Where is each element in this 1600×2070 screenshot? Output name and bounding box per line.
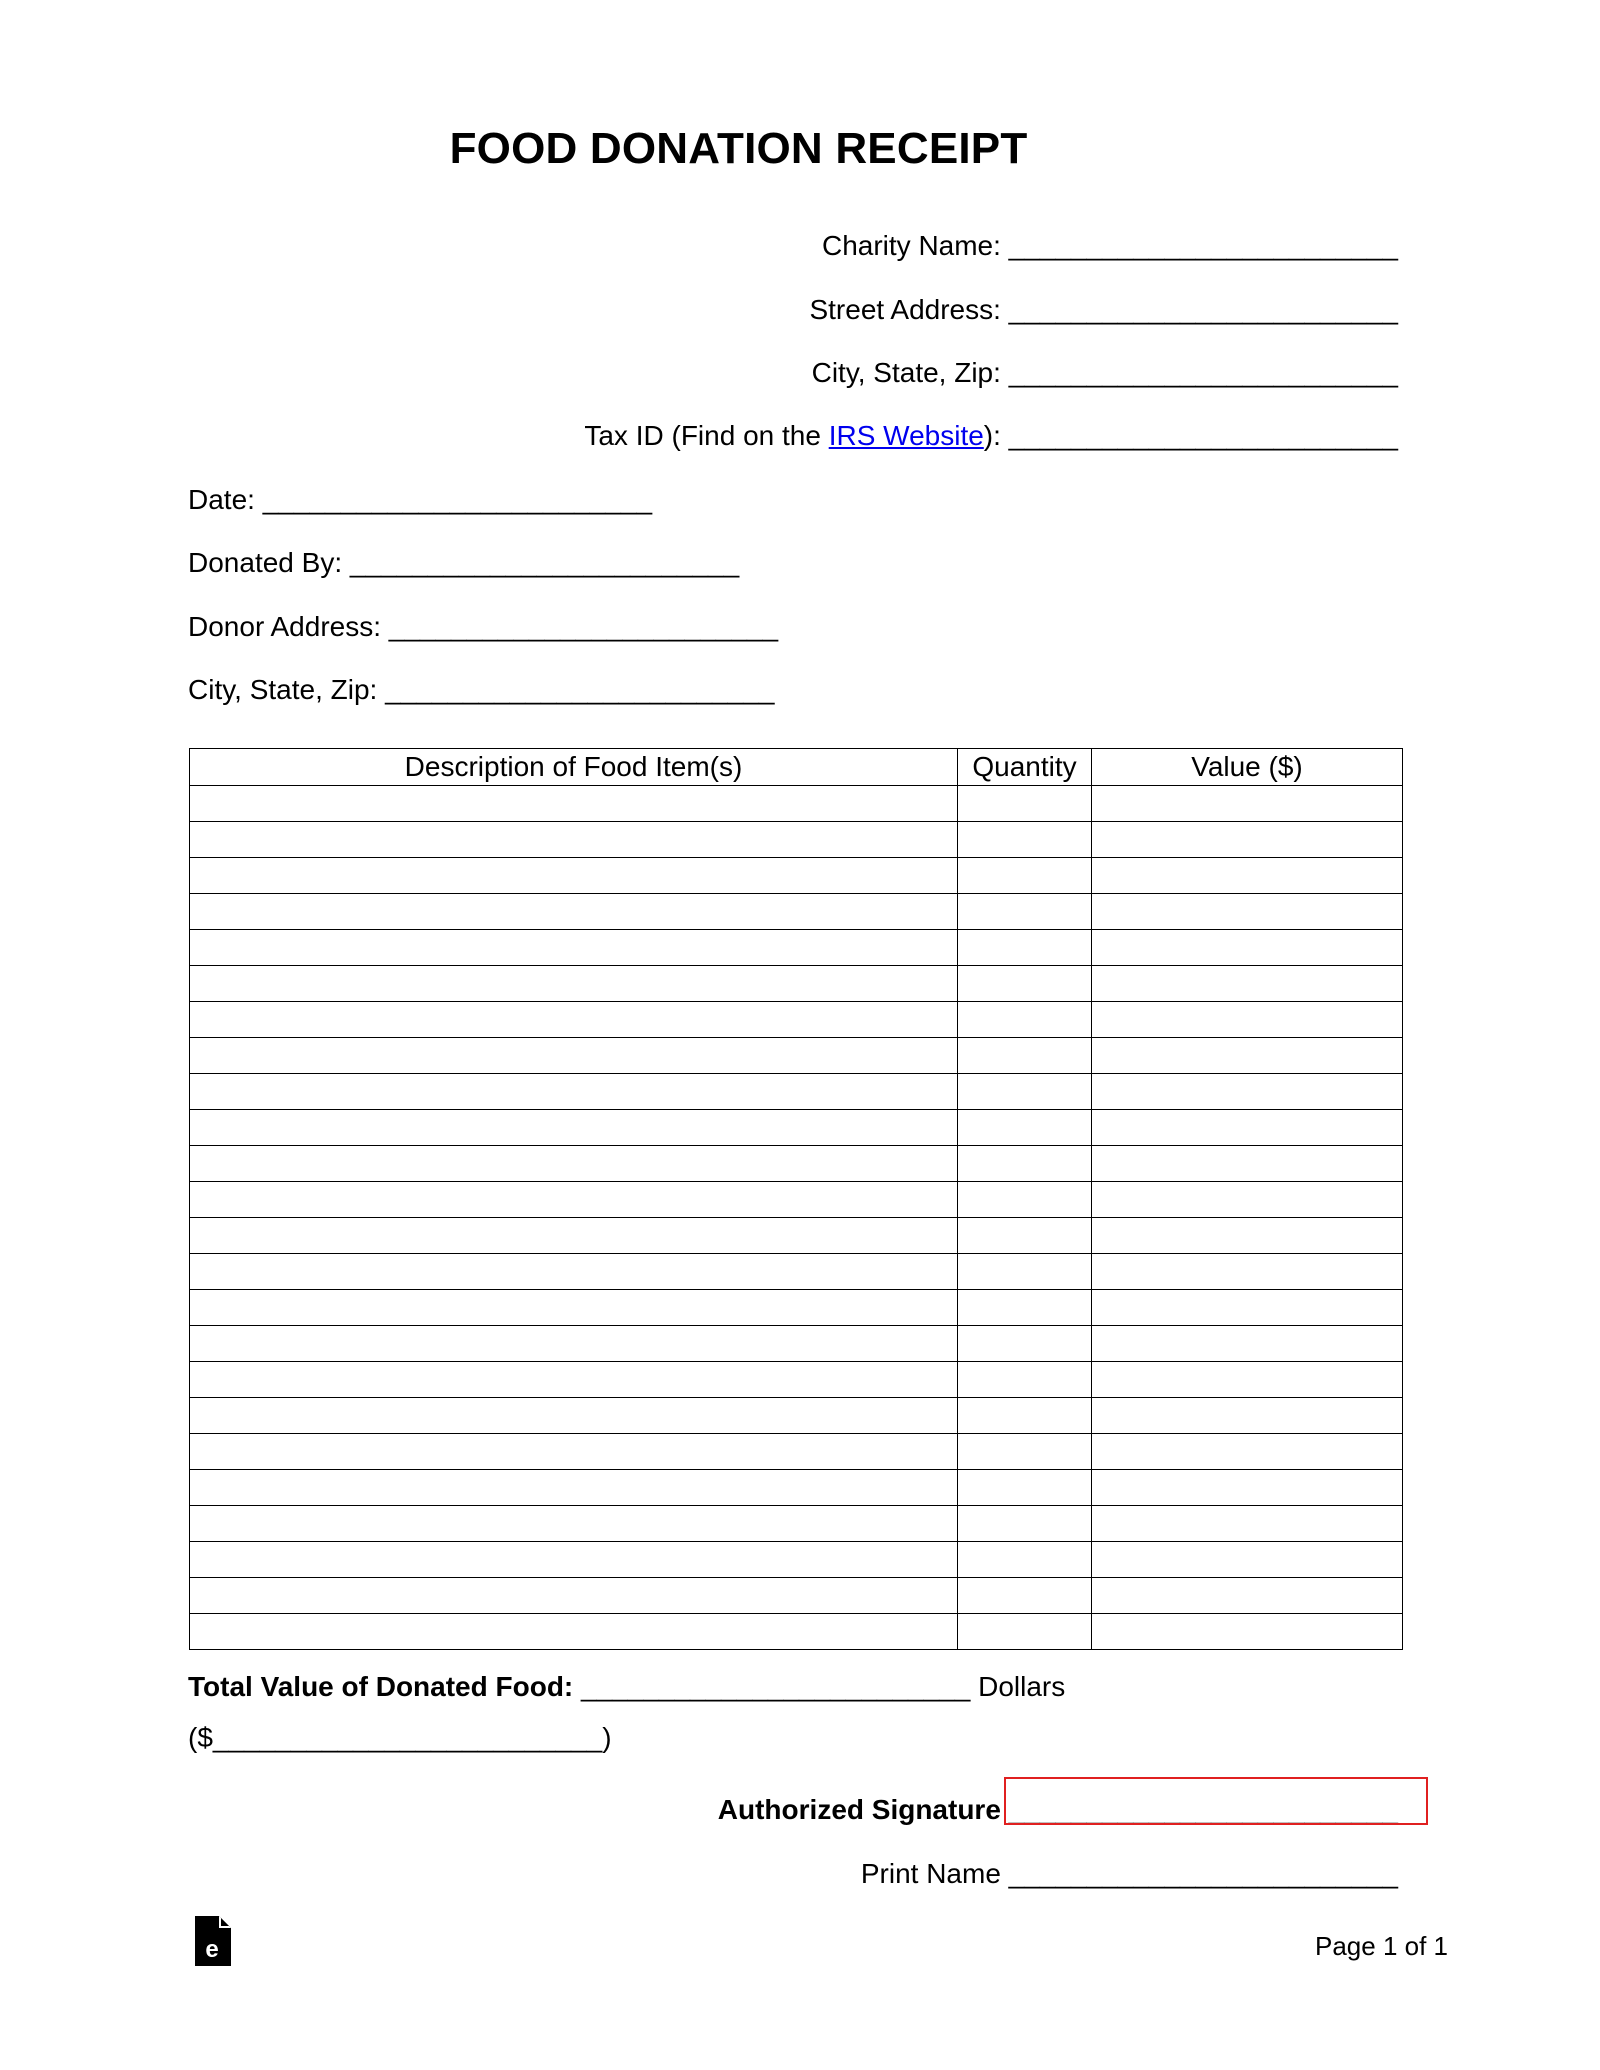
quantity-cell[interactable]	[958, 1110, 1092, 1146]
quantity-cell[interactable]	[958, 966, 1092, 1002]
table-row	[190, 1218, 1403, 1254]
table-header-row	[190, 749, 1403, 786]
description-cell[interactable]	[190, 1074, 958, 1110]
quantity-cell[interactable]	[958, 786, 1092, 822]
description-cell[interactable]	[190, 1218, 958, 1254]
description-cell[interactable]	[190, 1002, 958, 1038]
donated-by-field[interactable]: Donated By: _________________________	[188, 547, 740, 578]
quantity-cell[interactable]	[958, 1470, 1092, 1506]
description-cell[interactable]	[190, 1434, 958, 1470]
table-row	[190, 1110, 1403, 1146]
table-row	[190, 1038, 1403, 1074]
quantity-cell[interactable]	[958, 1074, 1092, 1110]
table-row	[190, 1254, 1403, 1290]
description-cell[interactable]	[190, 1362, 958, 1398]
table-row	[190, 1362, 1403, 1398]
quantity-cell[interactable]	[958, 858, 1092, 894]
quantity-cell[interactable]	[958, 1038, 1092, 1074]
description-cell[interactable]	[190, 1470, 958, 1506]
value-cell[interactable]	[1092, 1506, 1403, 1542]
quantity-cell[interactable]	[958, 1182, 1092, 1218]
table-row	[190, 822, 1403, 858]
tax-id-suffix: ): _________________________	[983, 420, 1398, 451]
table-row	[190, 930, 1403, 966]
authorized-signature-label: Authorized Signature	[717, 1794, 1001, 1825]
value-header: Value ($)	[1092, 749, 1403, 786]
description-cell[interactable]	[190, 1398, 958, 1434]
charity-name-field[interactable]: Charity Name: _________________________	[821, 230, 1398, 261]
quantity-cell[interactable]	[958, 822, 1092, 858]
print-name-field[interactable]: Print Name _________________________	[860, 1858, 1398, 1889]
description-cell[interactable]	[190, 822, 958, 858]
document-title: FOOD DONATION RECEIPT	[449, 124, 1028, 173]
value-cell[interactable]	[1092, 1542, 1403, 1578]
table-row	[190, 1470, 1403, 1506]
value-cell[interactable]	[1092, 966, 1403, 1002]
table-row	[190, 894, 1403, 930]
table-row	[190, 1146, 1403, 1182]
value-cell[interactable]	[1092, 1110, 1403, 1146]
quantity-cell[interactable]	[958, 1434, 1092, 1470]
value-cell[interactable]	[1092, 1218, 1403, 1254]
date-field[interactable]: Date: _________________________	[188, 484, 653, 515]
value-cell[interactable]	[1092, 1038, 1403, 1074]
value-cell[interactable]	[1092, 1614, 1403, 1650]
quantity-cell[interactable]	[958, 894, 1092, 930]
quantity-cell[interactable]	[958, 1362, 1092, 1398]
signature-highlight-box[interactable]	[1004, 1777, 1428, 1825]
value-cell[interactable]	[1092, 822, 1403, 858]
description-cell[interactable]	[190, 858, 958, 894]
value-cell[interactable]	[1092, 1254, 1403, 1290]
table-row	[190, 1290, 1403, 1326]
authorized-signature-line: _________________________	[1000, 1794, 1398, 1825]
description-cell[interactable]	[190, 894, 958, 930]
description-cell[interactable]	[190, 1542, 958, 1578]
description-cell[interactable]	[190, 1506, 958, 1542]
tax-id-field[interactable]	[584, 419, 1398, 453]
tax-id-prefix: Tax ID (Find on the	[584, 420, 829, 451]
table-row	[190, 1326, 1403, 1362]
quantity-cell[interactable]	[958, 1146, 1092, 1182]
description-cell[interactable]	[190, 966, 958, 1002]
table-row	[190, 858, 1403, 894]
charity-city-state-zip-field[interactable]: City, State, Zip: _________________________	[811, 357, 1398, 388]
svg-text:e: e	[205, 1936, 219, 1963]
street-address-field[interactable]: Street Address: _________________________	[809, 294, 1398, 325]
table-row	[190, 786, 1403, 822]
quantity-cell[interactable]	[958, 1254, 1092, 1290]
table-row	[190, 1434, 1403, 1470]
table-row	[190, 1578, 1403, 1614]
quantity-cell[interactable]	[958, 930, 1092, 966]
description-cell[interactable]	[190, 1578, 958, 1614]
value-cell[interactable]	[1092, 894, 1403, 930]
table-row	[190, 1542, 1403, 1578]
total-value-line: _________________________ Dollars	[573, 1671, 1066, 1702]
description-cell[interactable]	[190, 930, 958, 966]
value-cell[interactable]	[1092, 1470, 1403, 1506]
value-cell[interactable]	[1092, 1578, 1403, 1614]
quantity-cell[interactable]	[958, 1290, 1092, 1326]
quantity-cell[interactable]	[958, 1398, 1092, 1434]
value-cell[interactable]	[1092, 1398, 1403, 1434]
value-cell[interactable]	[1092, 1146, 1403, 1182]
table-row	[190, 1614, 1403, 1650]
value-cell[interactable]	[1092, 1326, 1403, 1362]
donor-address-field[interactable]: Donor Address: _________________________	[188, 611, 779, 642]
value-cell[interactable]	[1092, 858, 1403, 894]
description-cell[interactable]	[190, 1182, 958, 1218]
value-cell[interactable]	[1092, 1362, 1403, 1398]
value-cell[interactable]	[1092, 786, 1403, 822]
description-cell[interactable]	[190, 1614, 958, 1650]
value-cell[interactable]	[1092, 1434, 1403, 1470]
total-value-label: Total Value of Donated Food:	[188, 1671, 574, 1702]
description-cell[interactable]	[190, 786, 958, 822]
quantity-header: Quantity	[958, 749, 1092, 786]
table-row	[190, 966, 1403, 1002]
table-row	[190, 1398, 1403, 1434]
table-row	[190, 1074, 1403, 1110]
value-cell[interactable]	[1092, 1182, 1403, 1218]
table-body	[190, 786, 1403, 1650]
eforms-logo-icon	[195, 1916, 231, 1966]
quantity-cell[interactable]	[958, 1614, 1092, 1650]
quantity-cell[interactable]	[958, 1542, 1092, 1578]
total-dollar-field[interactable]: ($_________________________)	[188, 1722, 612, 1753]
value-cell[interactable]	[1092, 1074, 1403, 1110]
description-cell[interactable]	[190, 1038, 958, 1074]
table-row	[190, 1182, 1403, 1218]
quantity-cell[interactable]	[958, 1506, 1092, 1542]
description-header: Description of Food Item(s)	[190, 749, 958, 786]
description-cell[interactable]	[190, 1326, 958, 1362]
total-value-field[interactable]	[188, 1670, 1065, 1704]
quantity-cell[interactable]	[958, 1218, 1092, 1254]
quantity-cell[interactable]	[958, 1578, 1092, 1614]
page-number: Page 1 of 1	[1315, 1931, 1448, 1961]
irs-website-link[interactable]: IRS Website	[828, 420, 984, 451]
table-row	[190, 1506, 1403, 1542]
quantity-cell[interactable]	[958, 1326, 1092, 1362]
description-cell[interactable]	[190, 1290, 958, 1326]
description-cell[interactable]	[190, 1254, 958, 1290]
table-row	[190, 1002, 1403, 1038]
value-cell[interactable]	[1092, 1002, 1403, 1038]
quantity-cell[interactable]	[958, 1002, 1092, 1038]
value-cell[interactable]	[1092, 930, 1403, 966]
description-cell[interactable]	[190, 1110, 958, 1146]
donor-city-state-zip-field[interactable]: City, State, Zip: _________________________	[188, 674, 775, 705]
description-cell[interactable]	[190, 1146, 958, 1182]
value-cell[interactable]	[1092, 1290, 1403, 1326]
food-items-table	[189, 748, 1403, 1650]
